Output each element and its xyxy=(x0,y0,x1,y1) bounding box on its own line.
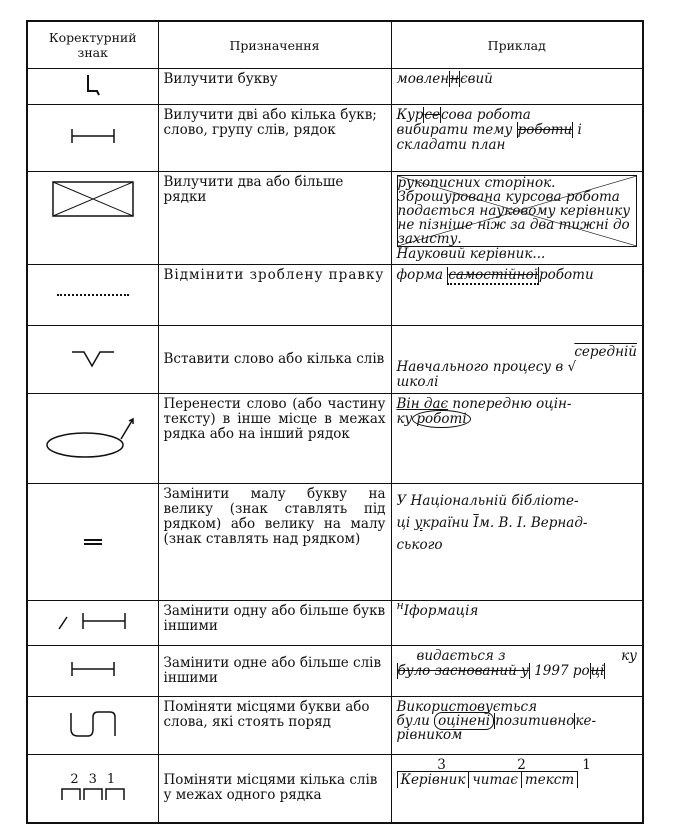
order-number: 2 xyxy=(517,757,526,773)
order-number: 2 xyxy=(70,771,79,787)
ex-text: 1997 ро xyxy=(534,663,590,679)
table-row xyxy=(27,172,643,265)
purpose: Вставити слово або кілька слів xyxy=(158,326,391,394)
table-row xyxy=(27,105,643,172)
order-number: 3 xyxy=(437,757,446,773)
ex-text: Навчального процесу в xyxy=(396,359,564,375)
ex-text: школі xyxy=(396,374,439,390)
dotted-line-icon xyxy=(27,265,158,326)
example xyxy=(391,394,643,484)
insert-caret-icon xyxy=(27,326,158,394)
header-purpose: Призначення xyxy=(158,21,391,69)
purpose: Замінити одне або більше слів іншими xyxy=(158,646,391,697)
ex-text: І xyxy=(403,603,410,619)
header-example: Приклад xyxy=(391,21,643,69)
ex-text: м. В. І. Вернад- xyxy=(478,515,588,531)
header-row xyxy=(27,21,643,69)
purpose: Відмінити зроблену правку xyxy=(158,265,391,326)
purpose: Вилучити два або більше рядки xyxy=(158,172,391,265)
ex-deleted: було заснований у xyxy=(397,663,529,679)
ex-inserted: ку xyxy=(621,648,637,664)
ex-text: ці xyxy=(396,515,415,531)
purpose: Поміняти місцями кілька слів у межах одного рядка xyxy=(158,755,391,823)
ex-deleted: н xyxy=(450,71,460,87)
purpose: Замінити одну або більше букв іншими xyxy=(158,601,391,646)
table-row xyxy=(27,326,643,394)
order-number: 1 xyxy=(582,757,591,773)
delete-range-icon xyxy=(27,105,158,172)
ex-restored: самостійної xyxy=(448,267,539,283)
ex-text: формація xyxy=(409,603,479,619)
ex-word: читає xyxy=(468,771,521,788)
insert-caret-icon: √ xyxy=(567,359,577,375)
ex-text: складати план xyxy=(396,137,506,153)
example xyxy=(391,326,643,394)
ex-text: Кур xyxy=(396,107,424,123)
ex-text: були xyxy=(396,713,435,729)
example xyxy=(391,172,643,265)
example xyxy=(391,601,643,646)
ex-text: і xyxy=(573,122,582,138)
ex-inserted: видається з xyxy=(416,648,506,664)
ex-text: ського xyxy=(396,537,443,553)
ex-text: євий xyxy=(460,71,493,87)
ex-text: країни xyxy=(422,515,474,531)
crossed-out-block xyxy=(397,175,638,247)
ex-deleted: рукописних сторінок. Зброшурована курсова робота подається науковому керівнику не пізніше ніж за два тижні до захисту. xyxy=(397,175,631,247)
table-row xyxy=(27,755,643,823)
table-row xyxy=(27,394,643,484)
ex-marked: І xyxy=(473,515,479,531)
table-row xyxy=(27,69,643,105)
ex-inserted: середній xyxy=(574,344,637,360)
swap-icon xyxy=(27,697,158,755)
example xyxy=(391,69,643,105)
ex-text: Використовується xyxy=(396,699,538,715)
table-row xyxy=(27,601,643,646)
ex-swapped: оцінені xyxy=(434,712,494,730)
purpose: Вилучити дві або кілька букв; слово, групу слів, рядок xyxy=(158,105,391,172)
ex-text: ке- xyxy=(575,713,597,729)
purpose: Замінити малу букву на велику (знак ставлять під рядком) або велику на малу (знак ставлять над рядком) xyxy=(158,484,391,601)
ex-swapped: позитивно xyxy=(495,713,575,729)
ex-text: Науковий керівник... xyxy=(396,246,546,262)
table-row xyxy=(27,484,643,601)
example xyxy=(391,484,643,601)
example xyxy=(391,646,643,697)
ex-text: мовлен xyxy=(396,71,450,87)
ex-text: рівником xyxy=(396,727,463,743)
move-oval-icon xyxy=(27,394,158,484)
ex-text: вибирати тему xyxy=(396,122,517,138)
table-row xyxy=(27,265,643,326)
ex-deleted: роботи xyxy=(517,122,573,138)
ex-text: У Національній бібліоте- xyxy=(396,493,579,509)
example xyxy=(391,265,643,326)
ex-text: форма xyxy=(396,267,448,283)
table-row xyxy=(27,697,643,755)
proofreading-marks-table xyxy=(26,20,644,824)
order-number: 3 xyxy=(88,771,97,787)
table-row xyxy=(27,646,643,697)
reorder-words-icon xyxy=(27,755,158,823)
purpose: Перенести слово (або частину тексту) в інше місце в межах рядка або на інший рядок xyxy=(158,394,391,484)
ex-text: попередню оцін- xyxy=(452,396,572,412)
replace-letter-icon xyxy=(27,601,158,646)
header-sign: Коректурний знак xyxy=(27,21,158,69)
delete-lines-icon xyxy=(27,172,158,265)
ex-deleted: се xyxy=(424,107,440,123)
replace-words-icon xyxy=(27,646,158,697)
ex-moved: роботі xyxy=(412,410,470,428)
example xyxy=(391,105,643,172)
ex-text: Він дає xyxy=(396,396,449,412)
purpose: Вилучити букву xyxy=(158,69,391,105)
ex-inserted: н xyxy=(396,599,404,612)
purpose: Поміняти місцями букви або слова, які стоять поряд xyxy=(158,697,391,755)
ex-word: текст xyxy=(521,771,578,788)
example xyxy=(391,755,643,823)
delete-letter-icon xyxy=(27,69,158,105)
ex-text: роботи xyxy=(539,267,594,283)
ex-word: Керівник xyxy=(397,771,469,788)
example xyxy=(391,697,643,755)
ex-marked: у xyxy=(414,515,423,531)
ex-text: сова робота xyxy=(440,107,531,123)
double-underline-icon xyxy=(27,484,158,601)
order-number: 1 xyxy=(106,771,116,787)
ex-deleted: ці xyxy=(590,663,605,679)
ex-text: ку xyxy=(396,411,413,427)
